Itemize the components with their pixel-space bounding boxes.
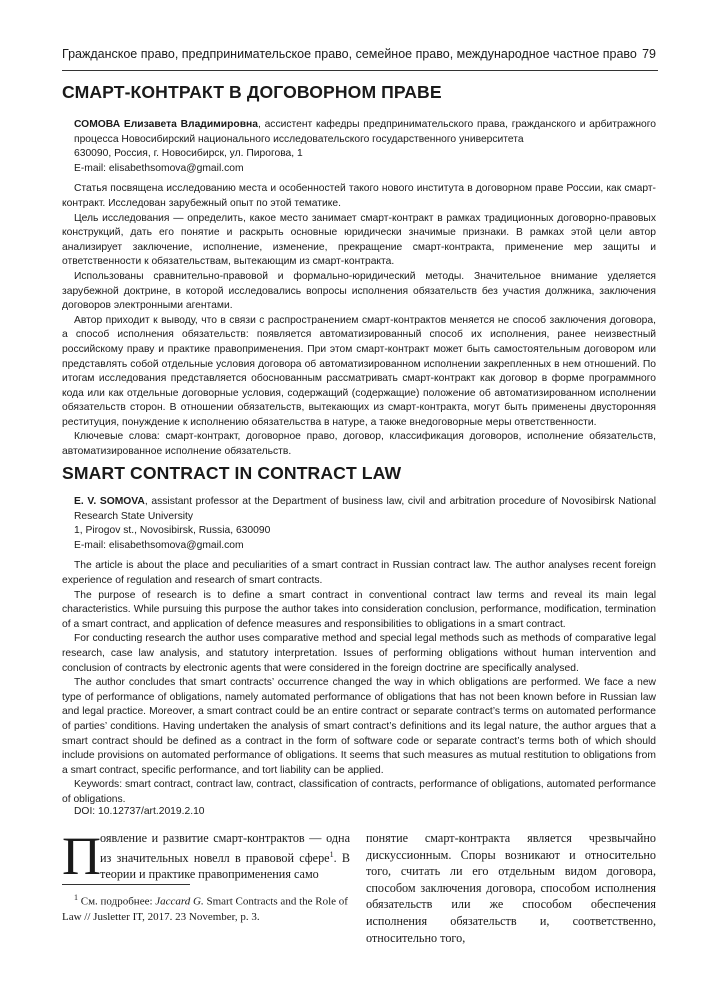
body-continuation: В теории и практике правоприменения само: [100, 850, 350, 882]
footnote: [62, 890, 352, 926]
paragraph: For conducting research the author uses comparative method and special legal methods such as methods of comparative legal research, case law analysis, and statutory interpretation. Issues of performing obligations without human intervention and conclusion of contracts by electronic agents that were considered in the foreign doctrine are specifically analysed.: [62, 633, 656, 674]
author-ru: [62, 118, 656, 147]
footnote-prefix: См. подробнее:: [78, 895, 156, 908]
footnote-text: Smart Contracts and the Role of Law // Jusletter IT, 2017. 23 November, p. 3.: [62, 895, 348, 924]
body-first-line: оявление и развитие смарт-контрактов — одна из значительных новелл в правовой сфере: [100, 831, 350, 865]
footnote-rule: [62, 884, 190, 885]
paragraph: Использованы сравнительно-правовой и формально-юридический методы. Значительное внимание уделяется зарубежной доктрине, в которой исследовались вопросы исполнения обязательств без участия должника, заключения договоров электронными агентами.: [62, 270, 656, 312]
keywords-ru: Ключевые слова: смарт-контракт, договорное право, договор, классификация договоров, исполнение обязательств, автоматизированное исполнение обязательств.: [62, 431, 656, 458]
paragraph: The article is about the place and peculiarities of a smart contract in Russian contract law. The author analyses recent foreign experience of regulation and research of smart contracts.: [62, 560, 656, 586]
header-rule: [62, 70, 658, 71]
body-col2: понятие смарт-контракта является чрезвычайно дискуссионным. Споры возникают и относительно того, считать ли его отдельным видом договора, способом заключения договора, способом исполнения обязательств или же способом обеспечения исполнения обязательств и, соответственно, относительно того,: [366, 831, 656, 945]
paragraph: The author concludes that smart contracts’ occurrence changed the way in which obligations are performed. We face a new type of performance of obligations, namely automated performance of obligations that has not been known before in Russian law and legal practice. Moreover, a smart contract could be an entire contract or separate contract’s terms on automated performance of parties’ conditions. Having undertaken the analysis of smart contract’s definitions and its legal nature, the author argues that a smart contract should be defined as a contract in the form of software code or separate contract’s terms both of which should include provisions on automated performance of obligations. It seems that such measures as mutual restitution to obligations from a smart contract, specific performance, and tort liability can be applied.: [62, 677, 656, 776]
author-affil-en: , assistant professor at the Department of business law, civil and arbitration procedure of Novosibirsk National Research State University: [74, 496, 656, 522]
title-ru: СМАРТ-КОНТРАКТ В ДОГОВОРНОМ ПРАВЕ: [62, 82, 442, 102]
footnote-author: Jaccard G.: [155, 895, 204, 908]
email-ru: E-mail: elisabethsomova@gmail.com: [74, 162, 244, 174]
drop-cap: П: [62, 826, 101, 886]
paragraph: Автор приходит к выводу, что в связи с распространением смарт-контрактов меняется не способ заключения договора, а способ исполнения обязательств: появляется автоматизированный способ их исполнения, ранее неизвестный российскому праву и практике правоприменения. При этом смарт-контракт может быть самостоятельным договором или представлять собой отдельные условия договора об автоматизированном исполнении закрепленных в нем отношений. По итогам исследования представляется обоснованным рассматривать смарт-контракт как договор в форме программного кода или как отдельные договорные условия, содержащий (содержащие) положение об автоматизированном исполнении обязательств сторон. В отношении обязательств, вытекающих из смарт-контракта, могут быть применены двусторонняя реституция, понуждение к исполнению обязательства в натуре, а также внедоговорные меры ответственности.: [62, 314, 656, 428]
author-name-en: E. V. SOMOVA: [74, 496, 145, 507]
running-title: Гражданское право, предпринимательское право, семейное право, международное частное право: [62, 47, 637, 61]
doi: DOI: 10.12737/art.2019.2.10: [74, 806, 205, 817]
footnote-mark: 1: [74, 893, 78, 902]
title-en: SMART CONTRACT IN CONTRACT LAW: [62, 463, 402, 483]
paragraph: The purpose of research is to define a smart contract in conventional contract law terms and reveal its main legal characteristics. While pursuing this purpose the author takes into consideration conclusion, performance, modification, termination of a smart contract, and application of defence measures and responsibilities to obligations in a smart contract.: [62, 589, 656, 630]
page-number: 79: [642, 47, 656, 61]
author-en: [62, 495, 656, 524]
author-affil-ru: , ассистент кафедры предпринимательского права, гражданского и арбитражного процесса Новосибирский национального исследовательского государственного университета: [74, 119, 657, 145]
running-header: [62, 47, 656, 61]
keywords-en: Keywords: smart contract, contract law, contract, classification of contracts, performance of obligations, automated performance of obligations.: [62, 779, 656, 805]
author-name-ru: СОМОВА Елизавета Владимировна: [74, 119, 258, 130]
footnote-ref[interactable]: 1: [329, 849, 334, 859]
abstract-en: [62, 495, 656, 807]
paragraph: Статья посвящена исследованию места и особенностей такого нового института в договорном праве России, как смарт-контракт. Исследован зарубежный опыт по этой тематике.: [62, 183, 656, 209]
body-punct: .: [333, 850, 337, 865]
address-ru: 630090, Россия, г. Новосибирск, ул. Пирогова, 1: [74, 148, 303, 160]
paragraph: Цель исследования — определить, какое место занимает смарт-контракт в рамках традиционных договорно-правовых конструкций, дать его понятие и раскрыть основные юридически значимые признаки. В рамках этой цели автор анализирует заключение, исполнение, изменение, прекращение смарт-контракта, применение мер защиты и ответственности к обязательствам, вытекающим из смарт-контракта.: [62, 212, 656, 268]
email-en: E-mail: elisabethsomova@gmail.com: [74, 539, 244, 551]
abstract-ru: [62, 118, 656, 460]
address-en: 1, Pirogov st., Novosibirsk, Russia, 630090: [74, 525, 271, 537]
body-col1-lines: [100, 830, 350, 883]
